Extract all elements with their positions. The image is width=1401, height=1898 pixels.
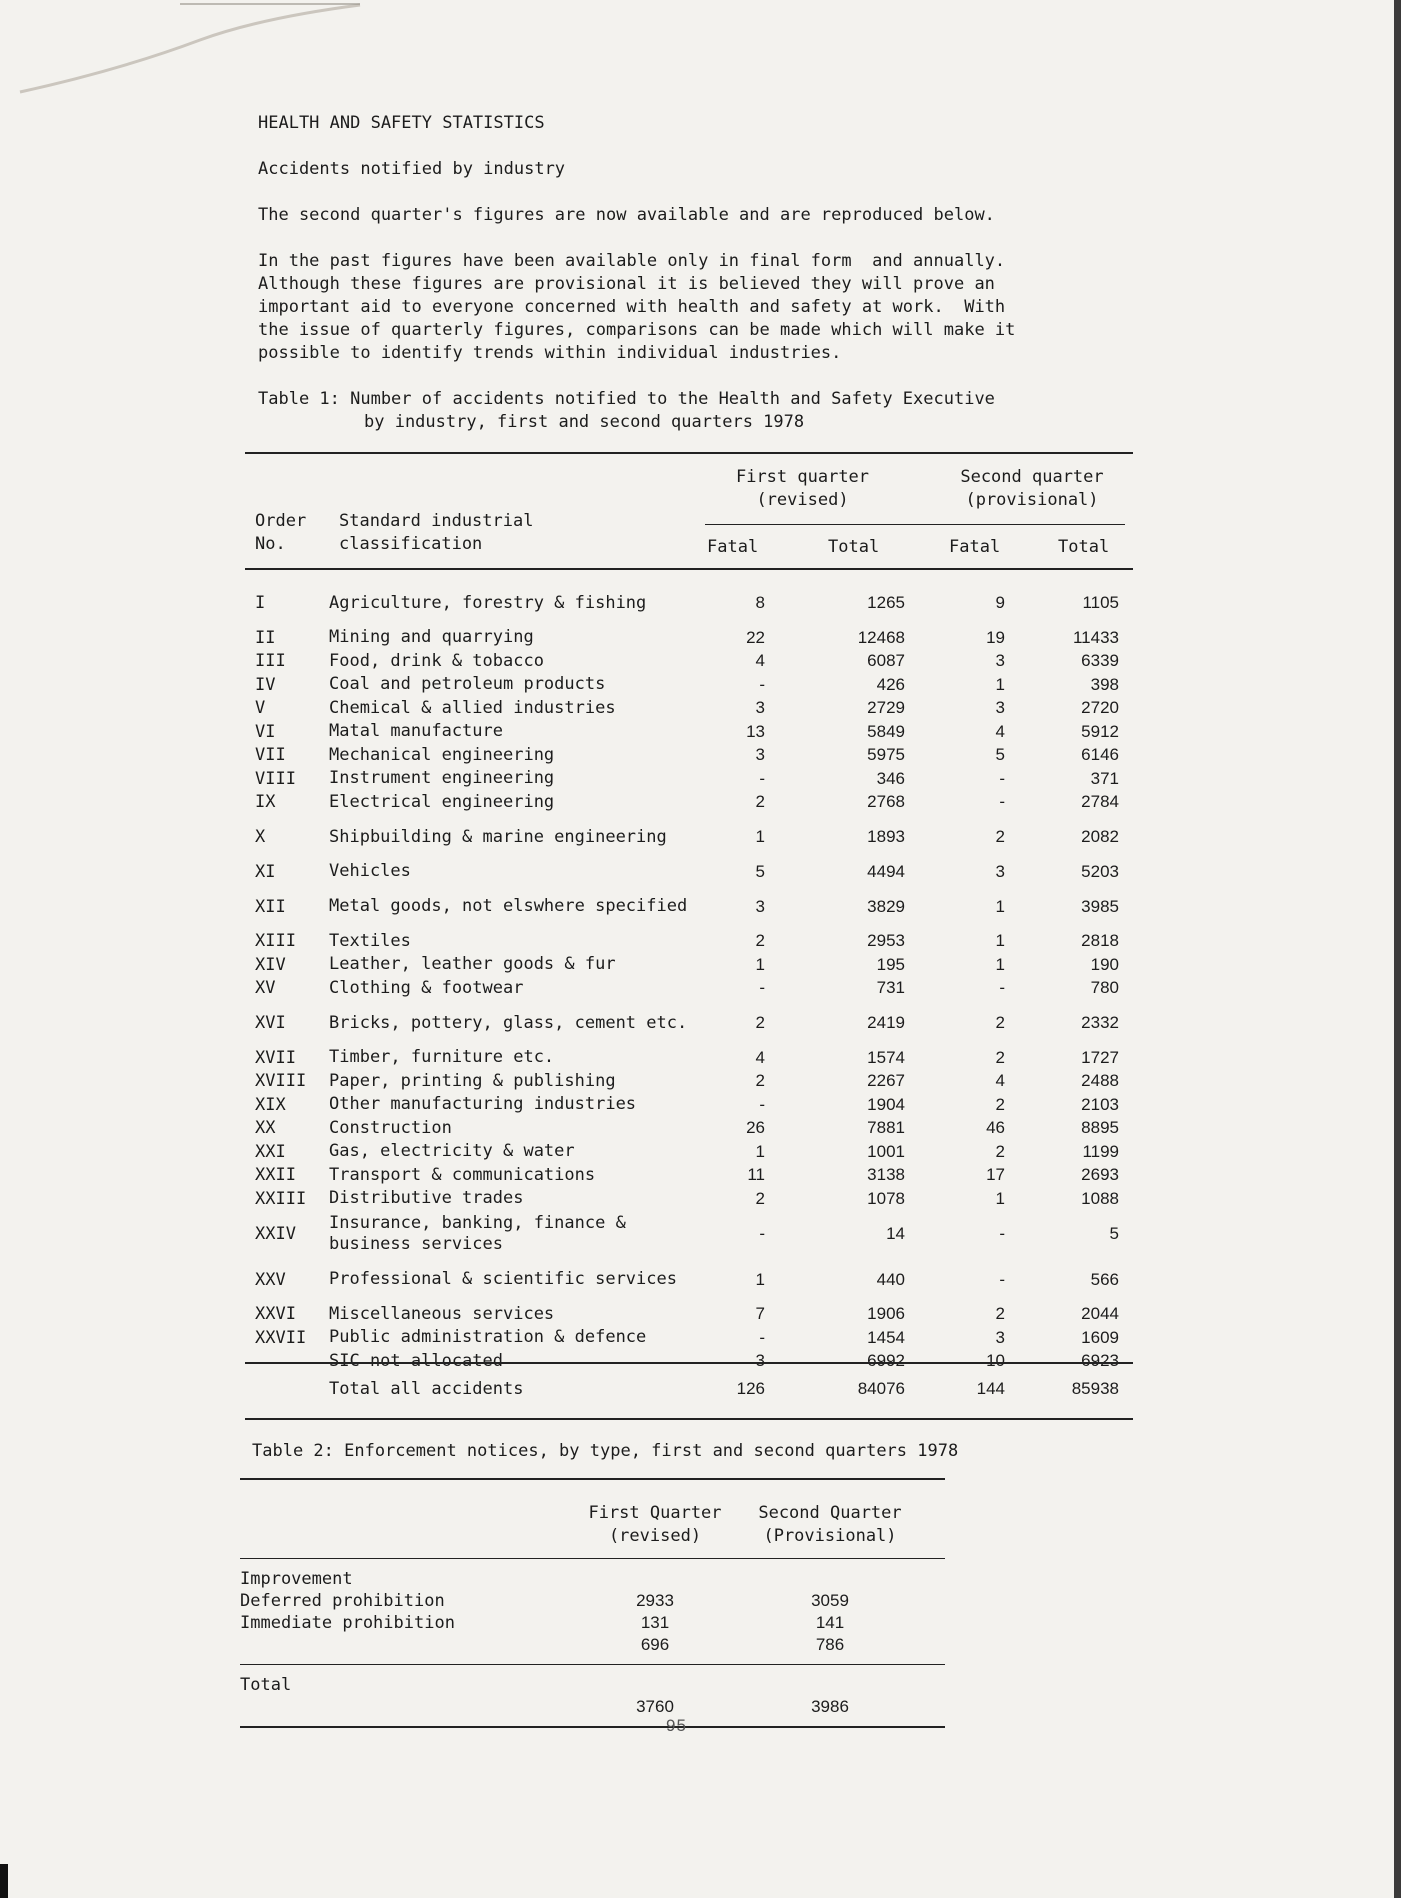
header-fatal-first: Fatal <box>707 537 759 557</box>
document-heading: HEALTH AND SAFETY STATISTICS <box>258 113 545 133</box>
row-order-number: VII <box>255 745 286 766</box>
row-total-second: 6339 <box>1081 651 1119 671</box>
page-number: 95 <box>666 1716 687 1735</box>
row-order-number: XXVI <box>255 1304 296 1325</box>
row-order-number: XIV <box>255 954 286 975</box>
row-total-first: 2953 <box>867 931 905 951</box>
header-sub-rule <box>705 524 1125 525</box>
row-classification: Clothing & footwear <box>329 977 524 998</box>
row-total-first: 1904 <box>867 1094 905 1114</box>
row-total-first: 731 <box>876 978 905 998</box>
row-total-second: 11433 <box>1072 627 1119 647</box>
row-fatal-first: 2 <box>755 931 765 951</box>
row-fatal-second: 2 <box>995 1141 1005 1161</box>
table2-row <box>240 1612 945 1634</box>
row-fatal-first: 1 <box>755 1141 765 1161</box>
table2-row <box>240 1568 945 1590</box>
row-total-second: 780 <box>1090 978 1119 998</box>
row-classification: Matal manufacture <box>329 721 503 742</box>
row-total-first: 5975 <box>867 745 905 765</box>
header-first-quarter: First quarter (revised) <box>735 467 870 510</box>
row-total-second: 3985 <box>1081 896 1119 916</box>
table2-header-second-quarter: Second Quarter (Provisional) <box>758 1503 902 1546</box>
row-fatal-first: 3 <box>755 896 765 916</box>
row-fatal-second: 2 <box>995 1304 1005 1324</box>
row-total-second: 1088 <box>1081 1188 1119 1208</box>
table-row <box>245 791 1133 815</box>
row-fatal-first: 2 <box>755 1071 765 1091</box>
row-total-first: 195 <box>876 954 905 974</box>
row-fatal-second: 4 <box>995 1071 1005 1091</box>
row-total-first: 6087 <box>867 651 905 671</box>
row-fatal-first: 5 <box>755 861 765 881</box>
row-fatal-second: - <box>999 1223 1005 1243</box>
row-order-number: IX <box>255 792 276 813</box>
header-second-quarter: Second quarter (provisional) <box>960 467 1104 510</box>
scan-edge-mark-top-left <box>0 0 380 110</box>
row-fatal-first: - <box>759 768 765 788</box>
row-total-second: 2693 <box>1081 1165 1119 1185</box>
row-total-second: 1727 <box>1081 1047 1119 1067</box>
row-order-number: XXVII <box>255 1327 307 1348</box>
total-total-first: 84076 <box>857 1379 905 1398</box>
row-classification: Instrument engineering <box>329 768 555 789</box>
table-row <box>245 884 1133 930</box>
row-fatal-first: 1 <box>755 1269 765 1289</box>
table2-total-row <box>240 1674 945 1696</box>
row-total-second: 6146 <box>1081 745 1119 765</box>
row-fatal-second: 1 <box>995 954 1005 974</box>
total-fatal-second: 144 <box>976 1379 1005 1398</box>
row-fatal-second: 1 <box>995 931 1005 951</box>
row-total-second: 398 <box>1090 674 1119 694</box>
row-classification: Public administration & defence <box>329 1327 647 1348</box>
row-order-number: IV <box>255 674 276 695</box>
row-fatal-second: 1 <box>995 1188 1005 1208</box>
row-classification: Food, drink & tobacco <box>329 650 544 671</box>
table-row <box>245 1187 1133 1211</box>
row-order-number: XXII <box>255 1165 296 1186</box>
table2-total-first: 3760 <box>636 1697 674 1716</box>
row-total-first: 426 <box>876 674 905 694</box>
row-total-second: 190 <box>1090 954 1119 974</box>
row-fatal-first: - <box>759 978 765 998</box>
row-classification: Vehicles <box>329 861 411 882</box>
header-fatal-second: Fatal <box>949 537 1001 557</box>
row-fatal-second: 17 <box>986 1165 1005 1185</box>
table-row <box>245 580 1133 626</box>
row-fatal-first: 11 <box>747 1165 765 1185</box>
table2-total-values <box>240 1696 945 1718</box>
table1-caption-line2: by industry, first and second quarters 1978 <box>364 412 805 432</box>
row-order-number: XVIII <box>255 1071 307 1092</box>
row-fatal-first: 2 <box>755 792 765 812</box>
row-total-first: 12468 <box>857 627 905 647</box>
total-bottom-rule <box>245 1418 1133 1420</box>
row-order-number: V <box>255 698 266 719</box>
table-row <box>245 1000 1133 1046</box>
row-total-first: 3138 <box>867 1165 905 1185</box>
table1-caption-line1: Table 1: Number of accidents notified to the Health and Safety Executive <box>258 389 995 409</box>
row-fatal-first: 3 <box>755 1351 765 1371</box>
table1-top-rule <box>245 452 1133 454</box>
row-total-second: 2488 <box>1081 1071 1119 1091</box>
row-fatal-second: 4 <box>995 721 1005 741</box>
table-row <box>245 977 1133 1001</box>
row-fatal-first: 2 <box>755 1013 765 1032</box>
row-classification: Chemical & allied industries <box>329 697 616 718</box>
row-order-number: II <box>255 627 276 648</box>
table-row <box>245 1093 1133 1117</box>
row-total-second: 2044 <box>1081 1304 1119 1324</box>
table-row <box>245 767 1133 791</box>
table2-bottom-rule <box>240 1726 945 1728</box>
row-fatal-second: 3 <box>995 861 1005 881</box>
row-classification: Mining and quarrying <box>329 627 534 648</box>
row-total-first: 1001 <box>867 1141 905 1161</box>
row-order-number: VIII <box>255 768 296 789</box>
row-total-second: 2784 <box>1081 792 1119 812</box>
row-classification: Miscellaneous services <box>329 1303 555 1324</box>
table2-total-second: 3986 <box>811 1697 849 1716</box>
row-fatal-second: 9 <box>995 593 1005 612</box>
row-total-second: 2818 <box>1081 931 1119 951</box>
row-total-first: 1078 <box>867 1188 905 1208</box>
table2-row-label: Improvement <box>240 1569 353 1589</box>
row-classification: Coal and petroleum products <box>329 674 606 695</box>
total-label: Total all accidents <box>329 1378 524 1399</box>
table-row <box>245 697 1133 721</box>
table1-caption <box>258 388 1158 434</box>
row-total-first: 1574 <box>867 1047 905 1067</box>
table-row <box>245 650 1133 674</box>
row-total-second: 2103 <box>1081 1094 1119 1114</box>
total-top-rule <box>245 1362 1133 1364</box>
table-row <box>245 814 1133 860</box>
row-classification: Professional & scientific services <box>329 1269 677 1289</box>
row-total-first: 4494 <box>867 861 905 881</box>
row-order-number: I <box>255 593 266 613</box>
row-fatal-first: 13 <box>746 721 765 741</box>
header-classification: Standard industrial classification <box>339 511 534 554</box>
row-total-second: 5203 <box>1081 861 1119 881</box>
table-row <box>245 930 1133 954</box>
table-row <box>245 626 1133 650</box>
table-row <box>245 1070 1133 1094</box>
row-fatal-first: 3 <box>755 745 765 765</box>
row-total-first: 2729 <box>867 698 905 718</box>
row-order-number: XXV <box>255 1269 286 1290</box>
row-total-second: 1199 <box>1082 1141 1119 1161</box>
row-fatal-second: 10 <box>986 1351 1005 1371</box>
intro-paragraph <box>258 250 1178 365</box>
table2-row-label: Immediate prohibition <box>240 1613 455 1633</box>
row-total-second: 5912 <box>1081 721 1119 741</box>
table-row <box>245 1303 1133 1327</box>
row-total-first: 7881 <box>867 1118 905 1138</box>
row-fatal-second: 3 <box>995 698 1005 718</box>
row-total-first: 1906 <box>867 1304 905 1324</box>
table2-header-rule <box>240 1558 945 1559</box>
row-total-first: 5849 <box>867 721 905 741</box>
row-fatal-second: 5 <box>995 745 1005 765</box>
row-fatal-first: 4 <box>755 1047 765 1067</box>
row-classification: Agriculture, forestry & fishing <box>329 592 647 613</box>
row-order-number: XVI <box>255 1013 286 1033</box>
table2-value-first: 696 <box>640 1635 670 1654</box>
table-row <box>245 1117 1133 1141</box>
row-total-second: 5 <box>1109 1223 1119 1243</box>
table1-body <box>245 580 1133 1373</box>
row-classification: Insurance, banking, finance & business services <box>329 1212 626 1254</box>
row-order-number: XV <box>255 978 276 999</box>
row-total-first: 2419 <box>867 1013 905 1032</box>
row-total-second: 1105 <box>1082 593 1119 612</box>
row-classification: Distributive trades <box>329 1188 524 1209</box>
table2-value-second: 786 <box>815 1635 845 1654</box>
table-row <box>245 744 1133 768</box>
table-row <box>245 953 1133 977</box>
table2-value-first: 2933 <box>636 1591 674 1610</box>
row-fatal-first: - <box>759 1094 765 1114</box>
row-order-number: XIX <box>255 1094 286 1115</box>
row-total-second: 2720 <box>1081 698 1119 718</box>
table-row <box>245 1257 1133 1303</box>
row-fatal-second: 2 <box>995 1013 1005 1032</box>
row-fatal-second: 2 <box>995 1047 1005 1067</box>
row-total-first: 3829 <box>867 896 905 916</box>
row-classification: Transport & communications <box>329 1164 596 1185</box>
row-fatal-second: 3 <box>995 651 1005 671</box>
row-classification: Construction <box>329 1117 452 1138</box>
row-fatal-second: 1 <box>995 896 1005 916</box>
table-row <box>245 1140 1133 1164</box>
row-total-second: 8895 <box>1081 1118 1119 1138</box>
total-fatal-first: 126 <box>736 1379 765 1398</box>
document-subheading: Accidents notified by industry <box>258 159 566 179</box>
row-fatal-first: 8 <box>755 593 765 612</box>
row-classification: Paper, printing & publishing <box>329 1070 616 1091</box>
table2-value-second: 3059 <box>811 1591 849 1610</box>
row-fatal-second: 1 <box>995 674 1005 694</box>
row-total-first: 1454 <box>867 1327 905 1347</box>
row-fatal-first: 7 <box>755 1304 765 1324</box>
paragraph-line: the issue of quarterly figures, comparisons can be made which will make it <box>258 320 1016 340</box>
row-order-number: XX <box>255 1118 276 1139</box>
intro-text: The second quarter's figures are now available and are reproduced below. <box>258 205 995 225</box>
row-fatal-first: 3 <box>755 698 765 718</box>
row-total-first: 14 <box>886 1223 905 1243</box>
table2-value-second: 141 <box>815 1613 845 1632</box>
table-row <box>245 720 1133 744</box>
row-fatal-second: - <box>999 768 1005 788</box>
row-total-second: 1609 <box>1081 1327 1119 1347</box>
row-fatal-first: 1 <box>755 954 765 974</box>
table-row <box>245 1326 1133 1350</box>
table2-value-first: 131 <box>640 1613 670 1632</box>
row-total-second: 371 <box>1090 768 1119 788</box>
row-fatal-first: 1 <box>755 827 765 846</box>
row-fatal-first: 2 <box>755 1188 765 1208</box>
row-fatal-second: - <box>999 792 1005 812</box>
table-row <box>245 1164 1133 1188</box>
row-order-number: XXI <box>255 1141 286 1162</box>
row-order-number: VI <box>255 721 276 742</box>
header-order: Order No. <box>255 511 307 554</box>
row-fatal-first: - <box>759 1327 765 1347</box>
row-fatal-first: 26 <box>746 1118 765 1138</box>
table2-row <box>240 1590 945 1612</box>
paragraph-line: possible to identify trends within individual industries. <box>258 343 842 363</box>
table2-total-label: Total <box>240 1675 292 1695</box>
row-total-second: 566 <box>1090 1269 1119 1289</box>
table2-total-rule <box>240 1664 945 1665</box>
row-fatal-second: 46 <box>986 1118 1005 1138</box>
row-classification: Electrical engineering <box>329 791 555 812</box>
row-fatal-second: 2 <box>995 827 1005 846</box>
row-order-number: X <box>255 827 266 847</box>
row-total-first: 2768 <box>867 792 905 812</box>
row-classification: Metal goods, not elswhere specified <box>329 896 688 916</box>
row-classification: Shipbuilding & marine engineering <box>329 826 667 847</box>
row-fatal-first: - <box>759 674 765 694</box>
row-classification: SIC not allocated <box>329 1350 503 1371</box>
row-classification: Gas, electricity & water <box>329 1141 575 1162</box>
total-total-second: 85938 <box>1071 1379 1119 1398</box>
header-bottom-rule <box>245 568 1133 570</box>
row-classification: Timber, furniture etc. <box>329 1047 555 1068</box>
header-total-second: Total <box>1058 537 1110 557</box>
table2-row-label: Deferred prohibition <box>240 1591 445 1611</box>
row-total-first: 2267 <box>867 1071 905 1091</box>
row-total-first: 440 <box>876 1269 905 1289</box>
table-row <box>245 860 1133 884</box>
table-row <box>245 673 1133 697</box>
row-total-first: 6992 <box>867 1351 905 1371</box>
row-order-number: XII <box>255 896 286 917</box>
table2-row <box>240 1634 945 1656</box>
row-classification: Leather, leather goods & fur <box>329 954 616 975</box>
row-fatal-second: 3 <box>995 1327 1005 1347</box>
row-classification: Textiles <box>329 930 411 951</box>
row-order-number: XXIII <box>255 1188 307 1209</box>
row-total-first: 1265 <box>867 593 905 612</box>
table2-top-rule <box>240 1478 945 1480</box>
scan-edge-mark-bottom-left <box>0 1860 60 1898</box>
table2-header-first-quarter: First Quarter (revised) <box>588 1503 722 1546</box>
row-fatal-second: - <box>999 1269 1005 1289</box>
row-total-second: 2082 <box>1081 827 1119 846</box>
row-fatal-first: - <box>759 1223 765 1243</box>
paragraph-line: Although these figures are provisional it is believed they will prove an <box>258 274 995 294</box>
row-order-number: III <box>255 651 286 672</box>
row-fatal-second: 19 <box>986 627 1005 647</box>
paragraph-line: In the past figures have been available only in final form and annually. <box>258 251 1006 271</box>
table1-total-row <box>245 1374 1133 1404</box>
row-total-first: 1893 <box>867 827 905 846</box>
row-classification: Mechanical engineering <box>329 744 555 765</box>
row-order-number: XIII <box>255 931 296 952</box>
row-fatal-second: 2 <box>995 1094 1005 1114</box>
table-row <box>245 1046 1133 1070</box>
row-total-first: 346 <box>876 768 905 788</box>
row-order-number: XI <box>255 861 276 882</box>
row-fatal-second: - <box>999 978 1005 998</box>
scan-edge-mark-right <box>1380 0 1401 1898</box>
row-total-second: 6923 <box>1081 1351 1119 1371</box>
table-row <box>245 1211 1133 1257</box>
row-classification: Bricks, pottery, glass, cement etc. <box>329 1012 688 1033</box>
row-fatal-first: 4 <box>755 651 765 671</box>
row-classification: Other manufacturing industries <box>329 1094 637 1115</box>
header-total-first: Total <box>828 537 880 557</box>
paragraph-line: important aid to everyone concerned with health and safety at work. With <box>258 297 1006 317</box>
table2-caption: Table 2: Enforcement notices, by type, first and second quarters 1978 <box>252 1441 959 1461</box>
row-order-number: XXIV <box>255 1223 296 1244</box>
row-total-second: 2332 <box>1081 1013 1119 1032</box>
row-order-number: XVII <box>255 1047 296 1068</box>
row-fatal-first: 22 <box>746 627 765 647</box>
